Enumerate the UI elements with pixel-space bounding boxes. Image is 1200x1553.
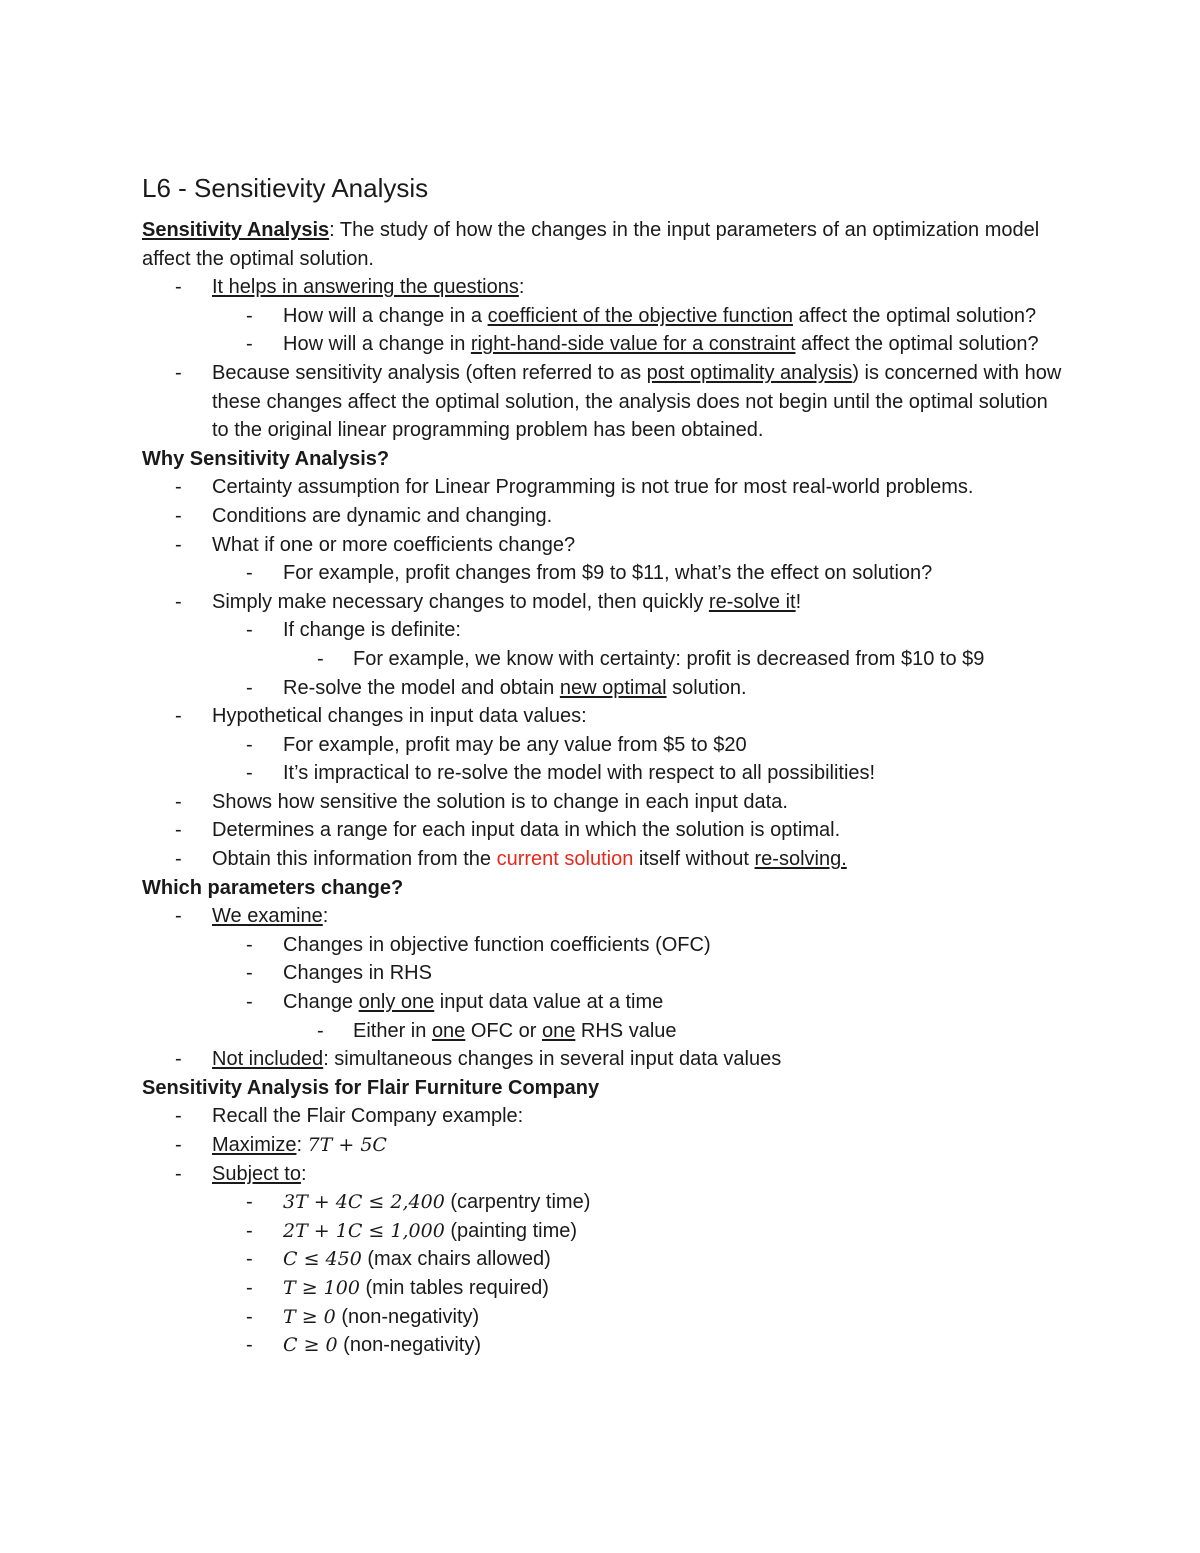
list-item: - Re-solve the model and obtain new optimal solution. [246,676,747,699]
list-item: - Either in one OFC or one RHS value [317,1019,677,1042]
list-item: - Change only one input data value at a time [246,991,664,1014]
list-item: - Subject to: [175,1162,307,1185]
list-item: - Recall the Flair Company example: [175,1105,524,1128]
section-heading-flair: Sensitivity Analysis for Flair Furniture Company [142,1076,600,1099]
intro-paragraph [142,216,1062,273]
section-heading-why: Why Sensitivity Analysis? [142,447,390,470]
list-item: - Not included: simultaneous changes in several input data values [175,1048,782,1071]
list-item: - Determines a range for each input data in which the solution is optimal. [175,819,841,842]
document-page [142,172,1062,1360]
list-item: - For example, profit may be any value from $5 to $20 [246,733,747,756]
intro-term: Sensitivity Analysis [142,219,330,241]
list-item: - Because sensitivity analysis (often referred to as post optimality analysis) is concerned with how these changes affect the optimal solution, the analysis does not begin until the optimal solution to the original linear programming problem has been obtained. [175,361,1062,442]
list-item: - If change is definite: [246,619,461,642]
intro-definition: : The study of how the changes in the input parameters of an optimization model affect the optimal solution. [142,219,1040,270]
constraint-item: - C ≤ 450 (max chairs allowed) [246,1248,551,1271]
objective-expression: 7T + 5C [307,1134,387,1156]
list-item: - How will a change in a coefficient of the objective function affect the optimal solution? [246,304,1037,327]
list-item: - It helps in answering the questions: [175,276,525,299]
list-item: - Changes in objective function coefficients (OFC) [246,933,711,956]
list-item: - Hypothetical changes in input data values: [175,705,587,728]
constraint-item: - C ≥ 0 (non-negativity) [246,1334,482,1357]
constraint-item: - 3T + 4C ≤ 2,400 (carpentry time) [246,1191,591,1214]
list-item: - How will a change in right-hand-side value for a constraint affect the optimal solution? [246,333,1039,356]
list-item: - For example, profit changes from $9 to $11, what’s the effect on solution? [246,562,933,585]
constraint-item: - T ≥ 100 (min tables required) [246,1276,549,1299]
list-item: - Conditions are dynamic and changing. [175,504,553,527]
list-item: - We examine: [175,905,329,928]
constraint-item: - 2T + 1C ≤ 1,000 (painting time) [246,1219,578,1242]
list-item: - It’s impractical to re-solve the model with respect to all possibilities! [246,762,876,785]
list-item: - Changes in RHS [246,962,432,985]
highlighted-text: current solution [496,848,634,871]
list-item: - What if one or more coefficients change? [175,533,576,556]
list-item: - Maximize: 7T + 5C [175,1134,387,1156]
list-item: - Simply make necessary changes to model, then quickly re-solve it! [175,590,802,613]
list-item: - Certainty assumption for Linear Programming is not true for most real-world problems. [175,476,974,499]
list-item: - For example, we know with certainty: profit is decreased from $10 to $9 [317,647,985,670]
constraint-item: - T ≥ 0 (non-negativity) [246,1305,480,1328]
page-title: L6 - Sensitievity Analysis [142,173,429,203]
list-item: - Shows how sensitive the solution is to change in each input data. [175,790,788,813]
section-heading-which: Which parameters change? [142,876,404,899]
list-item: - Obtain this information from the current solution itself without re-solving. [175,848,847,871]
